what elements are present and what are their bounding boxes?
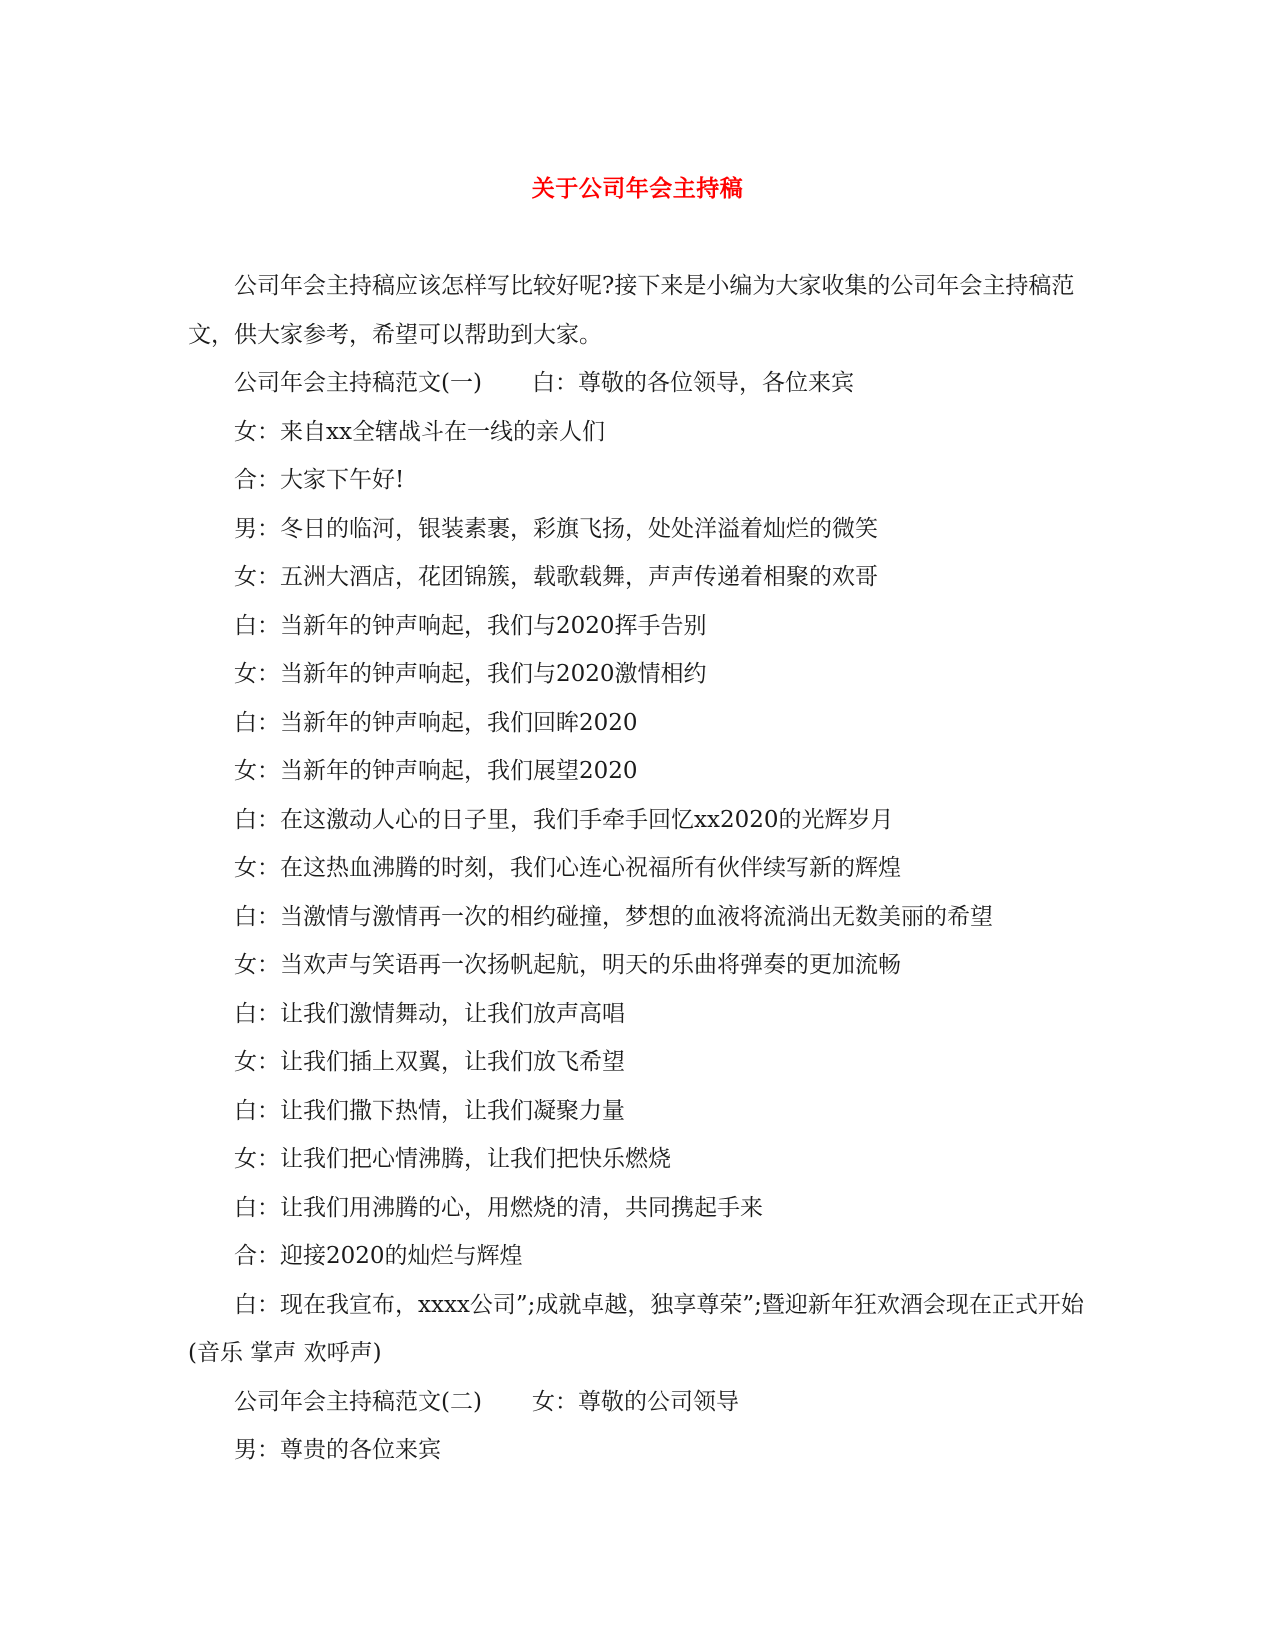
script-line: 男：冬日的临河，银装素裹，彩旗飞扬，处处洋溢着灿烂的微笑	[234, 515, 878, 542]
script-line: 合：大家下午好!	[234, 467, 405, 493]
script-line: 女：五洲大酒店，花团锦簇，载歌载舞，声声传递着相聚的欢哥	[234, 564, 878, 590]
script-line: 白：当新年的钟声响起，我们与2020挥手告别	[234, 612, 707, 639]
script-line: 女：在这热血沸腾的时刻，我们心连心祝福所有伙伴续写新的辉煌	[234, 855, 901, 881]
section-1-first-line: 白：尊敬的各位领导，各位来宾	[531, 370, 854, 396]
section-1-heading: 公司年会主持稿范文(一)	[234, 370, 482, 396]
script-line: 白：让我们用沸腾的心，用燃烧的清，共同携起手来	[234, 1194, 763, 1221]
document-body	[188, 262, 1088, 1475]
section-1-heading-line	[188, 359, 1088, 408]
script-line: 合：迎接2020的灿烂与辉煌	[234, 1243, 523, 1269]
script-line: 白：当新年的钟声响起，我们回眸2020	[234, 709, 638, 736]
script-line: 白：现在我宣布，xxxx公司”;成就卓越，独享尊荣”;暨迎新年狂欢酒会现在正式开始(音乐 掌声 欢呼声)	[188, 1291, 1084, 1366]
section-2-heading: 公司年会主持稿范文(二)	[234, 1388, 482, 1415]
document-title: 关于公司年会主持稿	[531, 175, 744, 202]
script-line: 女：当新年的钟声响起，我们与2020激情相约	[234, 661, 707, 687]
section-2-first-line: 女：尊敬的公司领导	[531, 1388, 739, 1415]
section-2-heading-line	[188, 1378, 1088, 1427]
script-line: 女：当新年的钟声响起，我们展望2020	[234, 758, 638, 784]
script-line: 女：当欢声与笑语再一次扬帆起航，明天的乐曲将弹奏的更加流畅	[234, 952, 901, 978]
intro-paragraph: 公司年会主持稿应该怎样写比较好呢?接下来是小编为大家收集的公司年会主持稿范文，供大家参考，希望可以帮助到大家。	[188, 273, 1075, 348]
script-line: 白：让我们激情舞动，让我们放声高唱	[234, 1000, 625, 1027]
script-line: 白：让我们撒下热情，让我们凝聚力量	[234, 1097, 625, 1124]
script-line: 女：让我们插上双翼，让我们放飞希望	[234, 1049, 625, 1075]
script-line: 女：来自xx全辖战斗在一线的亲人们	[234, 418, 605, 445]
script-line: 男：尊贵的各位来宾	[234, 1437, 441, 1463]
script-line: 女：让我们把心情沸腾，让我们把快乐燃烧	[234, 1146, 671, 1172]
script-line: 白：在这激动人心的日子里，我们手牵手回忆xx2020的光辉岁月	[234, 806, 894, 833]
script-line: 白：当激情与激情再一次的相约碰撞，梦想的血液将流淌出无数美丽的希望	[234, 903, 993, 930]
